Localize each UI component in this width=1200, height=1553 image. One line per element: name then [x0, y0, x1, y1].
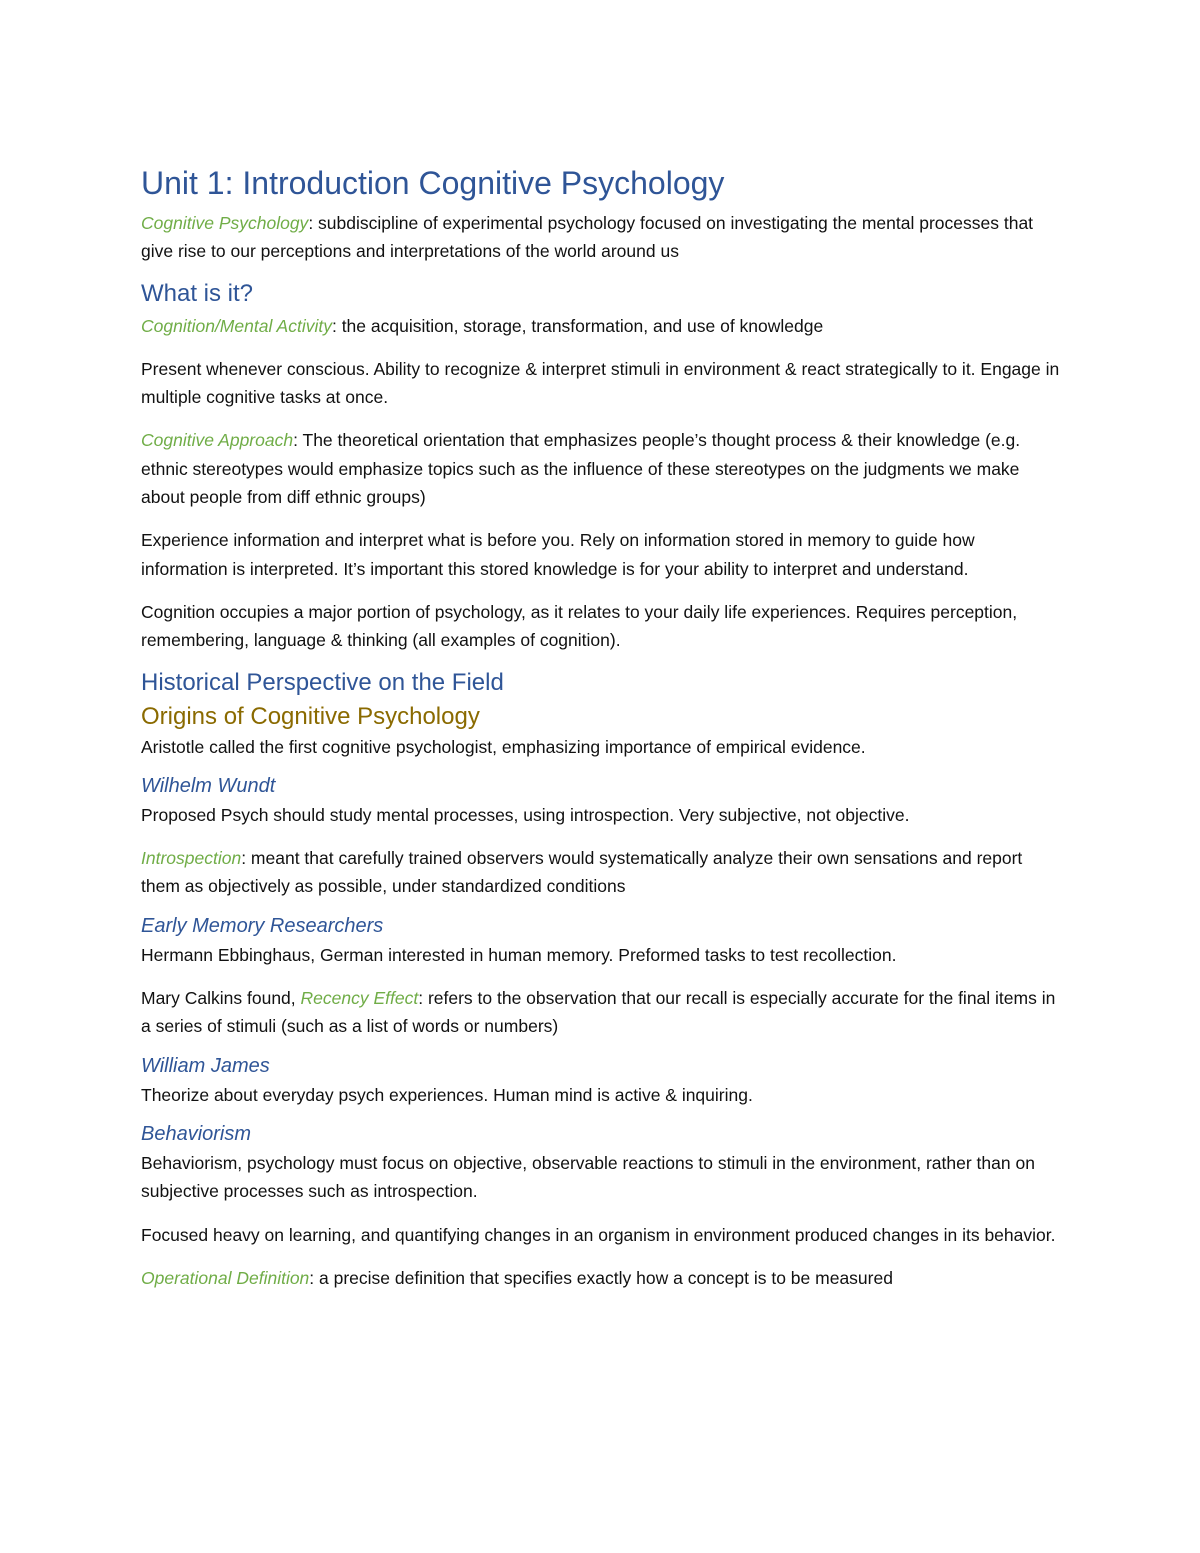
operational-definition-text: : a precise definition that specifies exactly how a concept is to be measured	[309, 1267, 893, 1288]
document-body	[141, 160, 1066, 1307]
paragraph-cognition-occupies: Cognition occupies a major portion of psychology, as it relates to your daily life experiences. Requires perception, remembering, language & thinking (all examples of cognition).	[141, 601, 1018, 651]
intro-definition-text: : subdiscipline of experimental psychology focused on investigating the mental processes that give rise to our perceptions and interpretations of the world around us	[141, 213, 1034, 262]
recency-definition	[141, 984, 1066, 1041]
term-cognitive-psychology: Cognitive Psychology	[141, 213, 309, 233]
introspection-definition	[141, 844, 1066, 901]
introspection-definition-text: : meant that carefully trained observers would systematically analyze their own sensations and report them as objectively as possible, under standardized conditions	[141, 848, 1023, 897]
term-introspection: Introspection	[141, 848, 242, 869]
cognition-definition	[141, 312, 1066, 340]
approach-definition	[141, 426, 1066, 511]
paragraph-aristotle: Aristotle called the first cognitive psychologist, emphasizing importance of empirical evidence.	[141, 736, 866, 757]
recency-definition-text: : refers to the observation that our recall is especially accurate for the final items in a series of stimuli (such as a list of words or numbers)	[141, 988, 1056, 1037]
paragraph-behaviorism-1: Behaviorism, psychology must focus on objective, observable reactions to stimuli in the environment, rather than on subjective processes such as introspection.	[141, 1152, 1035, 1202]
term-recency-effect: Recency Effect	[300, 988, 419, 1009]
heading-wilhelm-wundt: Wilhelm Wundt	[141, 774, 276, 797]
heading-origins: Origins of Cognitive Psychology	[141, 702, 480, 730]
paragraph-james: Theorize about everyday psych experiences. Human mind is active & inquiring.	[141, 1084, 753, 1105]
heading-historical-perspective: Historical Perspective on the Field	[141, 668, 504, 696]
term-cognition: Cognition/Mental Activity	[141, 315, 332, 336]
heading-behaviorism: Behaviorism	[141, 1122, 252, 1145]
term-cognitive-approach: Cognitive Approach	[141, 430, 294, 451]
document-title: Unit 1: Introduction Cognitive Psychology	[141, 165, 725, 201]
calkins-prefix: Mary Calkins found,	[141, 988, 301, 1009]
paragraph-conscious: Present whenever conscious. Ability to recognize & interpret stimuli in environment & react strategically to it. Engage in multiple cognitive tasks at once.	[141, 358, 1060, 408]
paragraph-behaviorism-2: Focused heavy on learning, and quantifying changes in an organism in environment produced changes in its behavior.	[141, 1224, 1056, 1245]
paragraph-wundt: Proposed Psych should study mental processes, using introspection. Very subjective, not objective.	[141, 804, 910, 825]
heading-what-is-it: What is it?	[141, 279, 254, 307]
paragraph-experience: Experience information and interpret what is before you. Rely on information stored in memory to guide how information is interpreted. It’s important this stored knowledge is for your ability to interpret and understand.	[141, 530, 975, 579]
term-operational-definition: Operational Definition	[141, 1267, 310, 1288]
heading-william-james: William James	[141, 1054, 270, 1077]
paragraph-ebbinghaus: Hermann Ebbinghaus, German interested in human memory. Preformed tasks to test recollection.	[141, 944, 897, 965]
cognition-definition-text: : the acquisition, storage, transformation, and use of knowledge	[331, 315, 824, 336]
intro-definition	[141, 209, 1066, 266]
heading-early-memory-researchers: Early Memory Researchers	[141, 914, 384, 937]
approach-definition-text: : The theoretical orientation that emphasizes people’s thought process & their knowledge (e.g. ethnic stereotypes would emphasize topics such as the influence of these stereotypes on the judgments we make about people from diff ethnic groups)	[141, 430, 1021, 508]
operational-definition	[141, 1264, 1066, 1292]
